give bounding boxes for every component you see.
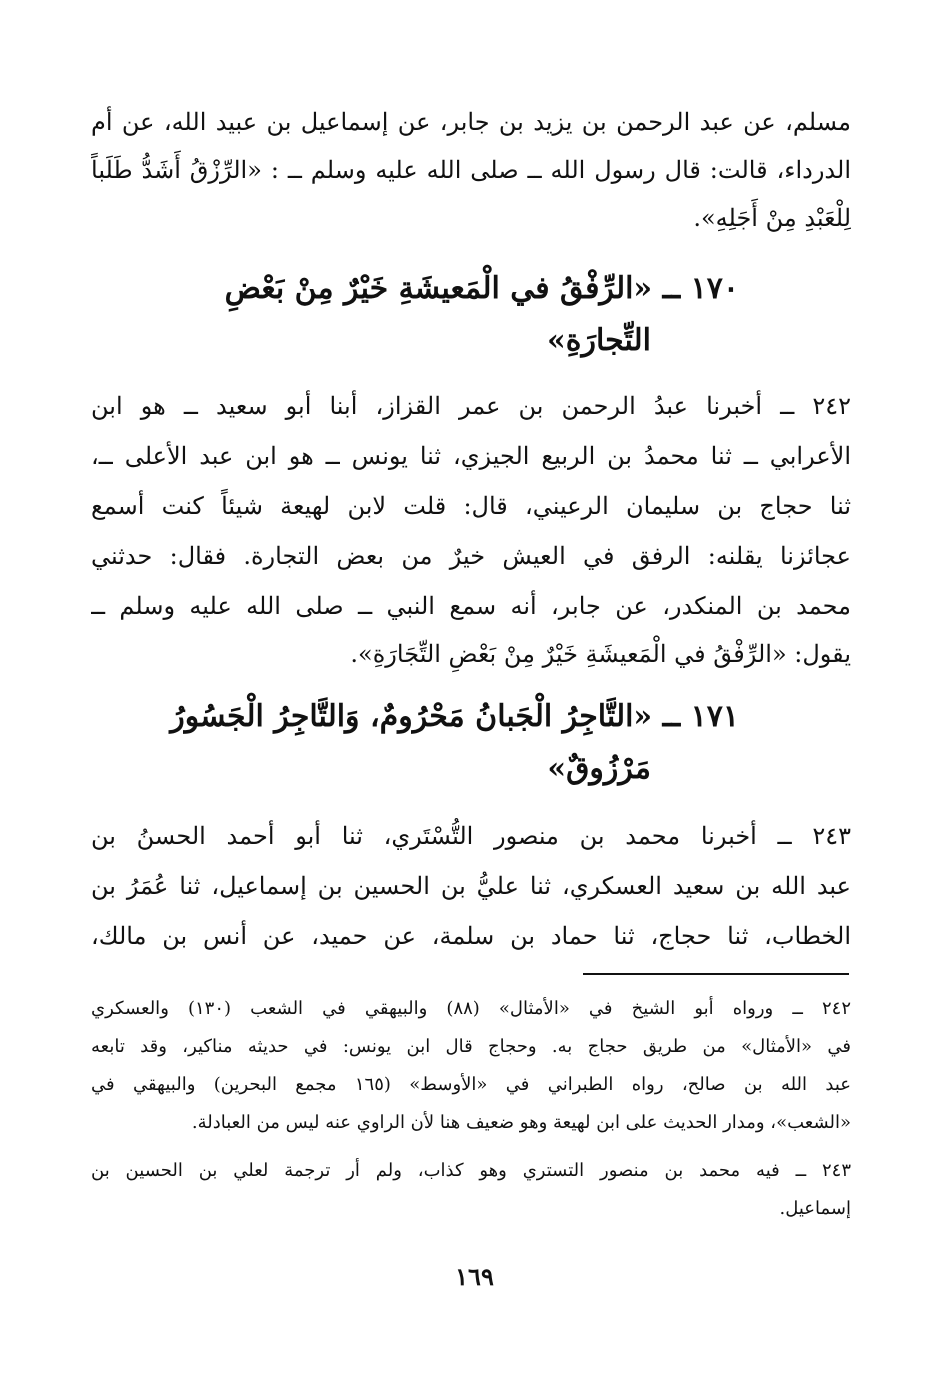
hadith-242-line-4: عجائزنا يقلنه: الرفق في العيش خيرٌ من بعض التجارة. فقال: حدثني	[91, 542, 851, 570]
footnote-separator	[583, 973, 849, 975]
intro-line-2: الدرداء، قالت: قال رسول الله ــ صلى الله عليه وسلم ــ : «الرِّزْقُ أَشَدُّ طَلَباً	[91, 156, 851, 184]
hadith-heading-170-continuation: التِّجارَةِ»	[547, 323, 651, 358]
footnote-242-line-1: ٢٤٢ ــ ورواه أبو الشيخ في «الأمثال» (٨٨) والبيهقي في الشعب (١٣٠) والعسكري	[91, 998, 851, 1019]
hadith-heading-171-continuation: مَرْزُوقٌ»	[547, 751, 651, 786]
footnote-242-line-2: في «الأمثال» من طريق حجاج به. وحجاج قال ابن يونس: في حديثه مناكير، وقد تابعه	[91, 1036, 851, 1057]
hadith-242-line-5: محمد بن المنكدر، عن جابر، أنه سمع النبي ــ صلى الله عليه وسلم ــ	[91, 592, 851, 620]
footnote-242-line-4: «الشعب»، ومدار الحديث على ابن لهيعة وهو ضعيف هنا لأن الراوي عنه ليس من العبادلة.	[191, 1112, 851, 1133]
hadith-243-line-2: عبد الله بن سعيد العسكري، ثنا عليُّ بن الحسين بن إسماعيل، ثنا عُمَرُ بن	[91, 872, 851, 900]
hadith-243-line-3: الخطاب، ثنا حجاج، ثنا حماد بن سلمة، عن حميد، عن أنس بن مالك،	[91, 922, 851, 950]
hadith-242-line-6: يقول: «الرِّفْقُ في الْمَعيشَةِ خَيْرٌ مِنْ بَعْضِ التِّجَارَةِ».	[350, 640, 851, 668]
hadith-heading-171: ١٧١ ــ «التَّاجِرُ الْجَبانُ مَحْرُومٌ، وَالتَّاجِرُ الْجَسُورُ	[170, 699, 739, 734]
footnote-243-line-1: ٢٤٣ ــ فيه محمد بن منصور التستري وهو كذاب، ولم أر ترجمة لعلي بن الحسين بن	[91, 1160, 851, 1181]
intro-line-1: مسلم، عن عبد الرحمن بن يزيد بن جابر، عن إسماعيل بن عبيد الله، عن أم	[91, 108, 851, 136]
hadith-242-line-2: الأعرابي ــ ثنا محمدُ بن الربيع الجيزي، ثنا يونس ــ هو ابن عبد الأعلى ــ،	[91, 442, 851, 470]
footnote-243-line-2: إسماعيل.	[779, 1198, 851, 1219]
intro-line-3: لِلْعَبْدِ مِنْ أَجَلِهِ».	[693, 204, 851, 232]
page-number: ١٦٩	[455, 1262, 494, 1291]
hadith-242-line-3: ثنا حجاج بن سليمان الرعيني، قال: قلت لابن لهيعة شيئاً كنت أسمع	[91, 492, 851, 520]
hadith-heading-170: ١٧٠ ــ «الرِّفْقُ في الْمَعيشَةِ خَيْرٌ مِنْ بَعْضِ	[224, 271, 739, 306]
footnote-242-line-3: عبد الله بن صالح، رواه الطبراني في «الأوسط» (١٦٥ مجمع البحرين) والبيهقي في	[91, 1074, 851, 1095]
hadith-242-line-1: ٢٤٢ ــ أخبرنا عبدُ الرحمن بن عمر القزاز، أبنا أبو سعيد ــ هو ابن	[91, 392, 851, 420]
hadith-243-line-1: ٢٤٣ ــ أخبرنا محمد بن منصور التُّسْتَري، ثنا أبو أحمد الحسنُ بن	[91, 822, 851, 850]
